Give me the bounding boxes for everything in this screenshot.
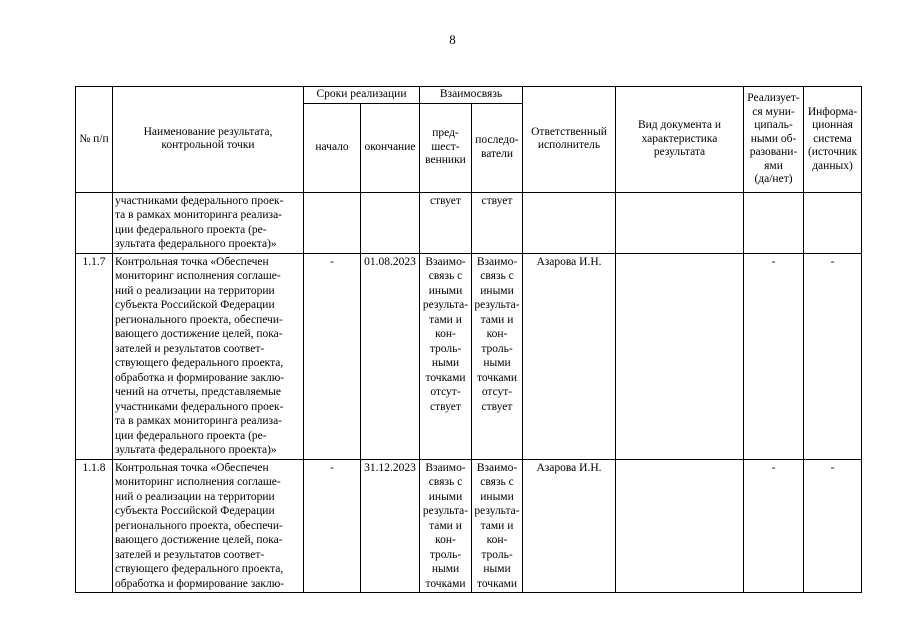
row-num: 1.1.8 bbox=[76, 459, 113, 593]
row-doc-type bbox=[616, 192, 744, 253]
table-row bbox=[76, 192, 862, 253]
header-terms-group: Сроки реализации bbox=[304, 87, 420, 104]
page-number: 8 bbox=[449, 32, 456, 47]
header-name: Наименование результата, контрольной точки bbox=[113, 87, 304, 193]
table-row bbox=[76, 459, 862, 593]
row-end bbox=[361, 192, 420, 253]
row-municipal: - bbox=[744, 253, 804, 459]
row-successors: Взаимо- связь с иными результа- тами и кон- троль- ными точками bbox=[472, 459, 523, 593]
row-start: - bbox=[304, 253, 361, 459]
header-start: начало bbox=[304, 103, 361, 192]
row-start: - bbox=[304, 459, 361, 593]
header-end: окончание bbox=[361, 103, 420, 192]
row-executor bbox=[523, 192, 616, 253]
table-row bbox=[76, 253, 862, 459]
header-executor: Ответственный исполнитель bbox=[523, 87, 616, 193]
header-doc-type: Вид документа и характеристика результата bbox=[616, 87, 744, 193]
header-successors: последо- ватели bbox=[472, 103, 523, 192]
row-predecessors: ствует bbox=[420, 192, 472, 253]
row-info-system bbox=[804, 192, 862, 253]
row-name: участниками федерального проек- та в рамках мониторинга реализа- ции федерального проекта (ре- зультата федерального проекта)» bbox=[113, 192, 304, 253]
row-end: 31.12.2023 bbox=[361, 459, 420, 593]
row-name: Контрольная точка «Обеспечен мониторинг исполнения соглаше- ний о реализации на территории субъекта Российской Федерации регионального проекта, обеспечи- вающего достижение целей, пока- зателей и результатов соответ- ствующего федерального проекта, обработка и формирование заклю- чений на отчеты, представляемые участниками федерального проек- та в рамках мониторинга реализа- ции федерального проекта (ре- зультата федерального проекта)» bbox=[113, 253, 304, 459]
row-num: 1.1.7 bbox=[76, 253, 113, 459]
row-num bbox=[76, 192, 113, 253]
row-doc-type bbox=[616, 459, 744, 593]
row-executor: Азарова И.Н. bbox=[523, 253, 616, 459]
header-num: № п/п bbox=[76, 87, 113, 193]
row-municipal bbox=[744, 192, 804, 253]
row-doc-type bbox=[616, 253, 744, 459]
row-predecessors: Взаимо- связь с иными результа- тами и кон- троль- ными точками bbox=[420, 459, 472, 593]
header-municipal: Реализует- ся муни- ципаль- ными об- разовани- ями (да/нет) bbox=[744, 87, 804, 193]
results-table bbox=[75, 86, 862, 593]
row-start bbox=[304, 192, 361, 253]
row-name: Контрольная точка «Обеспечен мониторинг исполнения соглаше- ний о реализации на территории субъекта Российской Федерации регионального проекта, обеспечи- вающего достижение целей, пока- зателей и результатов соответ- ствующего федерального проекта, обработка и формирование заклю- bbox=[113, 459, 304, 593]
row-successors: Взаимо- связь с иными результа- тами и кон- троль- ными точками отсут- ствует bbox=[472, 253, 523, 459]
row-predecessors: Взаимо- связь с иными результа- тами и кон- троль- ными точками отсут- ствует bbox=[420, 253, 472, 459]
header-relation-group: Взаимосвязь bbox=[420, 87, 523, 104]
row-info-system: - bbox=[804, 253, 862, 459]
header-info-system: Информа- ционная система (источник данных) bbox=[804, 87, 862, 193]
row-successors: ствует bbox=[472, 192, 523, 253]
row-end: 01.08.2023 bbox=[361, 253, 420, 459]
row-executor: Азарова И.Н. bbox=[523, 459, 616, 593]
row-municipal: - bbox=[744, 459, 804, 593]
row-info-system: - bbox=[804, 459, 862, 593]
header-predecessors: пред- шест- венники bbox=[420, 103, 472, 192]
